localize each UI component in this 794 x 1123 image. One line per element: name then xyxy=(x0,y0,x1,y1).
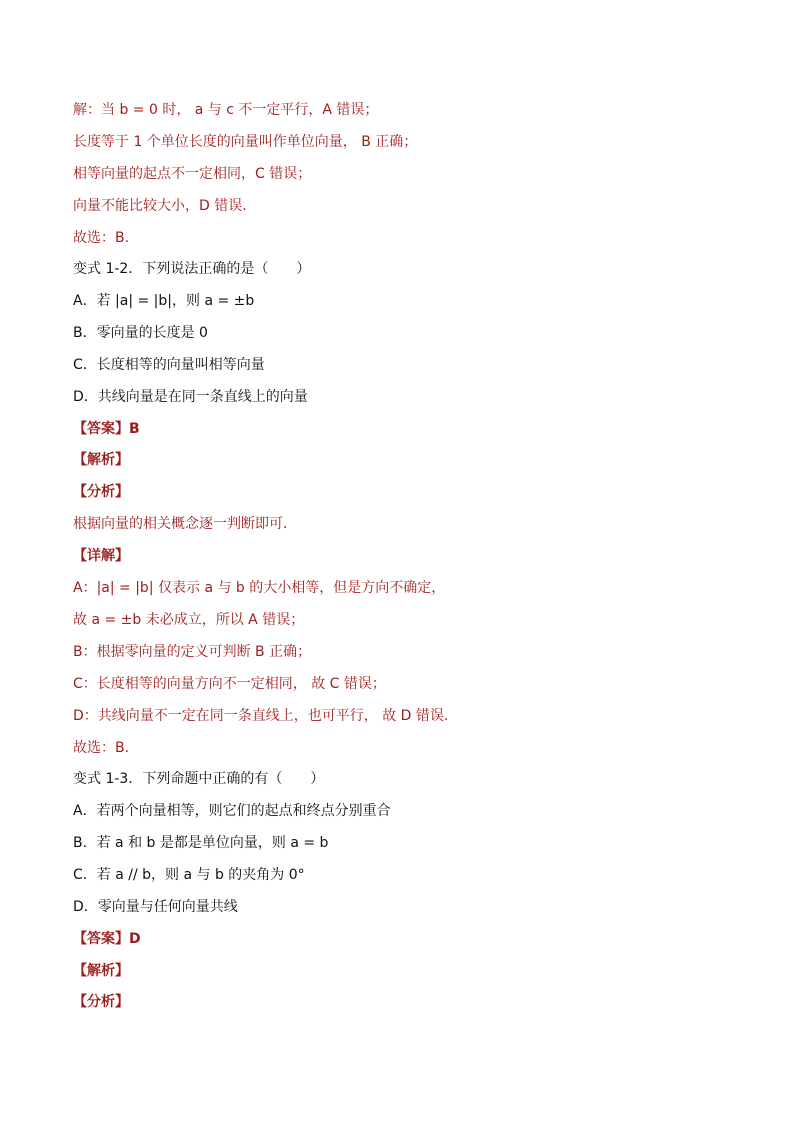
option-a: A．若 |a| = |b|，则 a = ±b xyxy=(73,293,255,309)
answer-label-2: 【答案】D xyxy=(73,931,141,947)
solution-line-4: 向量不能比较大小，D 错误． xyxy=(73,198,257,214)
detail-line-2: 故 a = ±b 未必成立，所以 A 错误； xyxy=(73,612,305,628)
answer-label: 【答案】B xyxy=(73,421,140,437)
option-b-2: B．若 a 和 b 是都是单位向量，则 a = b xyxy=(73,835,329,851)
option-d: D．共线向量是在同一条直线上的向量 xyxy=(73,389,308,405)
option-a-2: A．若两个向量相等，则它们的起点和终点分别重合 xyxy=(73,803,391,819)
detail-line-4: C：长度相等的向量方向不一定相同， 故 C 错误； xyxy=(73,676,386,692)
question-title-2: 变式 1-3．下列命题中正确的有（ ） xyxy=(73,771,325,787)
fenxi-text: 根据向量的相关概念逐一判断即可． xyxy=(73,516,297,532)
option-c: C．长度相等的向量叫相等向量 xyxy=(73,357,265,373)
detail-line-5: D：共线向量不一定在同一条直线上，也可平行， 故 D 错误. xyxy=(73,708,449,724)
answer-choice-line: 故选：B. xyxy=(73,230,130,246)
solution-line-2: 长度等于 1 个单位长度的向量叫作单位向量， B 正确； xyxy=(73,134,418,150)
solution-line-1: 解：当 b = 0 时， a 与 c 不一定平行，A 错误； xyxy=(73,102,379,118)
fenxi-label-2: 【分析】 xyxy=(73,994,129,1010)
fenxi-label: 【分析】 xyxy=(73,484,129,500)
detail-line-3: B：根据零向量的定义可判断 B 正确； xyxy=(73,644,312,660)
question-title: 变式 1-2．下列说法正确的是（ ） xyxy=(73,261,311,277)
analysis-label-2: 【解析】 xyxy=(73,963,129,979)
option-d-2: D．零向量与任何向量共线 xyxy=(73,899,238,915)
detail-line-6: 故选：B. xyxy=(73,740,130,756)
option-c-2: C．若 a // b，则 a 与 b 的夹角为 0° xyxy=(73,867,305,883)
xiangjie-label: 【详解】 xyxy=(73,548,129,564)
detail-line-1: A：|a| = |b| 仅表示 a 与 b 的大小相等，但是方向不确定， xyxy=(73,580,446,596)
analysis-label: 【解析】 xyxy=(73,452,129,468)
option-b: B．零向量的长度是 0 xyxy=(73,325,208,341)
solution-line-3: 相等向量的起点不一定相同，C 错误； xyxy=(73,166,312,182)
